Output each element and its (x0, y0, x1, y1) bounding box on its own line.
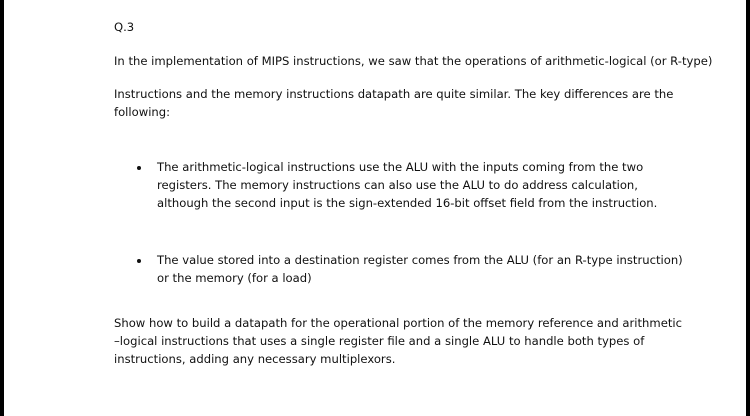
list-item-text: The arithmetic-logical instructions use the ALU with the inputs coming from the two registers. The memory instructions can also use the ALU to do address calculation, although the second input is the sign-extended 16-bit offset field from the instruction. (157, 160, 658, 210)
question-number: Q.3 (114, 20, 135, 34)
list-item-text: The value stored into a destination register comes from the ALU (for an R-type instruction) or the memory (for a load) (157, 253, 683, 285)
differences-list (114, 159, 746, 287)
intro-paragraph: In the implementation of MIPS instructions, we saw that the operations of arithmetic-logical (or R-type) (114, 53, 713, 68)
bullet-icon (137, 166, 141, 170)
list-item (114, 252, 692, 287)
task-paragraph: Show how to build a datapath for the operational portion of the memory reference and arithmetic –logical instructions that uses a single register file and a single ALU to handle both types of instructions, adding any necessary multiplexors. (114, 316, 682, 366)
intro-continued-paragraph: Instructions and the memory instructions datapath are quite similar. The key differences are the following: (114, 87, 674, 119)
document-page (4, 0, 746, 416)
list-item (114, 159, 692, 212)
bullet-icon (137, 259, 141, 263)
